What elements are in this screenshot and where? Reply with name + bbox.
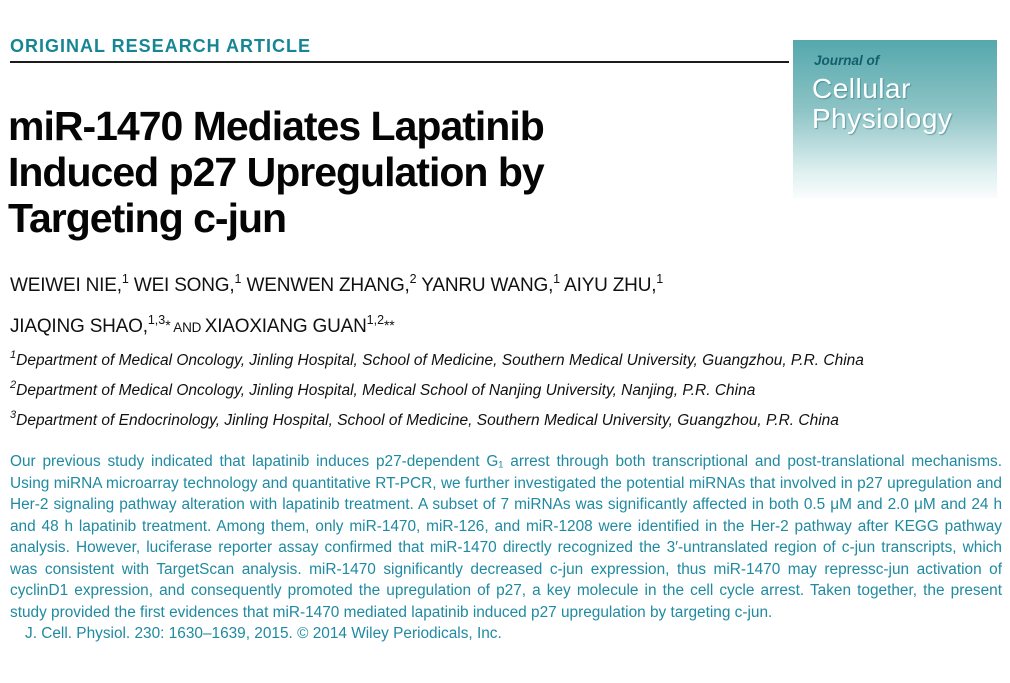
header-rule	[10, 61, 789, 63]
abstract-text: Our previous study indicated that lapatinib induces p27-dependent G₁ arrest through both transcriptional and post-translational mechanisms. Using miRNA microarray technology and quantitative RT-PCR, we further investigated the potential miRNAs that involved in p27 upregulation and Her-2 signaling pathway alteration with lapatinib treatment. A subset of 7 miRNAs was significantly affected in both 0.5 μM and 2.0 μM and 24 h and 48 h lapatinib treatment. Among them, only miR-1470, miR-126, and miR-1208 were identified in the Her-2 pathway after KEGG pathway analysis. However, luciferase reporter assay confirmed that miR-1470 directly recognized the 3′-untranslated region of c-jun transcripts, which was consistent with TargetScan analysis. miR-1470 significantly decreased c-jun expression, thus miR-1470 may repressc-jun activation of cyclinD1 expression, and consequently promoted the upregulation of p27, a key molecule in the cell cycle arrest. Taken together, the present study provided the first evidences that miR-1470 mediated lapatinib induced p27 upregulation by targeting c-jun.	[10, 453, 1002, 621]
author-list	[10, 262, 870, 345]
journal-logo-name-line2: Physiology	[812, 103, 953, 134]
article-title-line-2: Induced p27 Upregulation by	[8, 149, 544, 195]
affiliation-2-text: Department of Medical Oncology, Jinling Hospital, Medical School of Nanjing University, Nanjing, P.R. China	[16, 382, 756, 399]
affiliation-1	[10, 340, 910, 370]
affiliation-list	[10, 340, 910, 430]
affiliation-2-marker: 2	[10, 379, 17, 391]
abstract-section	[10, 451, 1002, 645]
affiliation-3-marker: 3	[10, 409, 17, 421]
journal-logo	[793, 40, 997, 198]
journal-logo-tagline: Journal of	[814, 53, 880, 68]
affiliation-1-marker: 1	[10, 349, 17, 361]
article-title	[8, 103, 728, 241]
citation-line: J. Cell. Physiol. 230: 1630–1639, 2015. © 2014 Wiley Periodicals, Inc.	[25, 625, 502, 642]
article-title-line-1: miR-1470 Mediates Lapatinib	[8, 103, 544, 149]
article-type-kicker: ORIGINAL RESEARCH ARTICLE	[10, 36, 312, 56]
article-title-line-3: Targeting c-jun	[8, 195, 287, 241]
affiliation-3	[10, 400, 910, 430]
affiliation-3-text: Department of Endocrinology, Jinling Hospital, School of Medicine, Southern Medical University, Guangzhou, P.R. China	[16, 412, 839, 429]
affiliation-2	[10, 370, 910, 400]
author-line-1: WEIWEI NIE,$^1$ WEI SONG,$^1$ WENWEN ZHANG,$^2$ YANRU WANG,$^1$ AIYU ZHU,$^1$	[10, 272, 664, 296]
author-line-2: JIAQING SHAO,$^{1,3}$* AND XIAOXIANG GUAN$^{1,2}$**	[10, 313, 395, 337]
journal-logo-name-line1: Cellular	[812, 73, 911, 104]
affiliation-1-text: Department of Medical Oncology, Jinling Hospital, School of Medicine, Southern Medical University, Guangzhou, P.R. China	[16, 352, 864, 369]
